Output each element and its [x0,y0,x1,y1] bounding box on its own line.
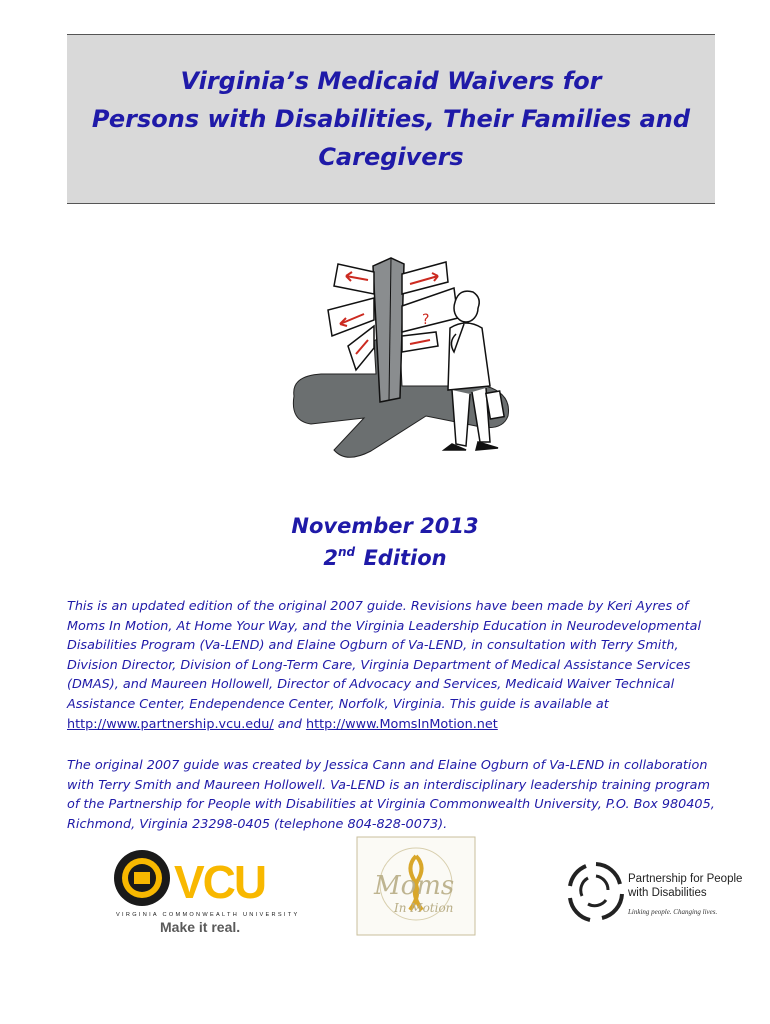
edition-date: November 2013 [291,514,479,538]
momsinmotion-link[interactable]: http://www.MomsInMotion.net [305,716,498,732]
partnership-name-line1: Partnership for People [628,873,743,885]
title-line-2: Persons with Disabilities, Their Families and [91,105,691,133]
edition-label: Edition [363,546,447,570]
partnership-logo [566,858,743,928]
vcu-university-name: VIRGINIA COMMONWEALTH UNIVERSITY [116,912,300,918]
sign-right-top [402,262,448,294]
partnership-link[interactable]: http://www.partnership.vcu.edu/ [67,716,274,732]
partnership-swirl-icon [570,864,622,920]
edition-ordinal-suffix: nd [337,545,356,559]
edition-number [0,545,770,570]
partnership-name-line2: with Disabilities [628,887,707,899]
title-line-1: Virginia’s Medicaid Waivers for [180,67,602,95]
origin-paragraph [67,756,717,834]
title-box [67,34,715,204]
intro-joiner: and [277,716,302,732]
moms-in-motion-logo [356,836,476,936]
partnership-tagline: Linking people. Changing lives. [628,908,718,916]
vcu-tagline: Make it real. [160,919,241,935]
sign-left-mid [328,298,374,336]
vcu-logo [112,846,300,935]
signpost-illustration [276,236,516,476]
intro-paragraph [67,597,717,734]
moms-wordmark: Moms [374,871,455,901]
title-line-3: Caregivers [318,143,464,171]
svg-text:?: ? [422,312,430,328]
intro-text: This is an updated edition of the original 2007 guide. Revisions have been made by Keri Ayres of Moms In Motion, At Home Your Way, and the Virginia Leadership Education in Neurodevelopmental Disabilities Program (Va-LEND) and Elaine Ogburn of Va-LEND, in consultation with Terry Smith, Division Director, Division of Long-Term Care, Virginia Department of Medical Assistance Services (DMAS), and Maureen Hollowell, Director of Advocacy and Services, Medicaid Waiver Technical Assistance Center, Endependence Center, Norfolk, Virginia. This guide is available at [67,599,702,712]
origin-text: The original 2007 guide was created by Jessica Cann and Elaine Ogburn of Va-LEND in collaboration with Terry Smith and Maureen Hollowell. Va-LEND is an interdisciplinary leadership training program of the Partnership for People with Disabilities at Virginia Commonwealth University, P.O. Box 980405, Richmond, Virginia 23298-0405 (telephone 804-828-0073). [67,758,715,832]
vcu-wordmark: VCU [174,856,266,908]
moms-subtext: In Motion [394,901,454,915]
sign-right-question [402,288,458,332]
edition-number-value: 2 [323,546,338,570]
